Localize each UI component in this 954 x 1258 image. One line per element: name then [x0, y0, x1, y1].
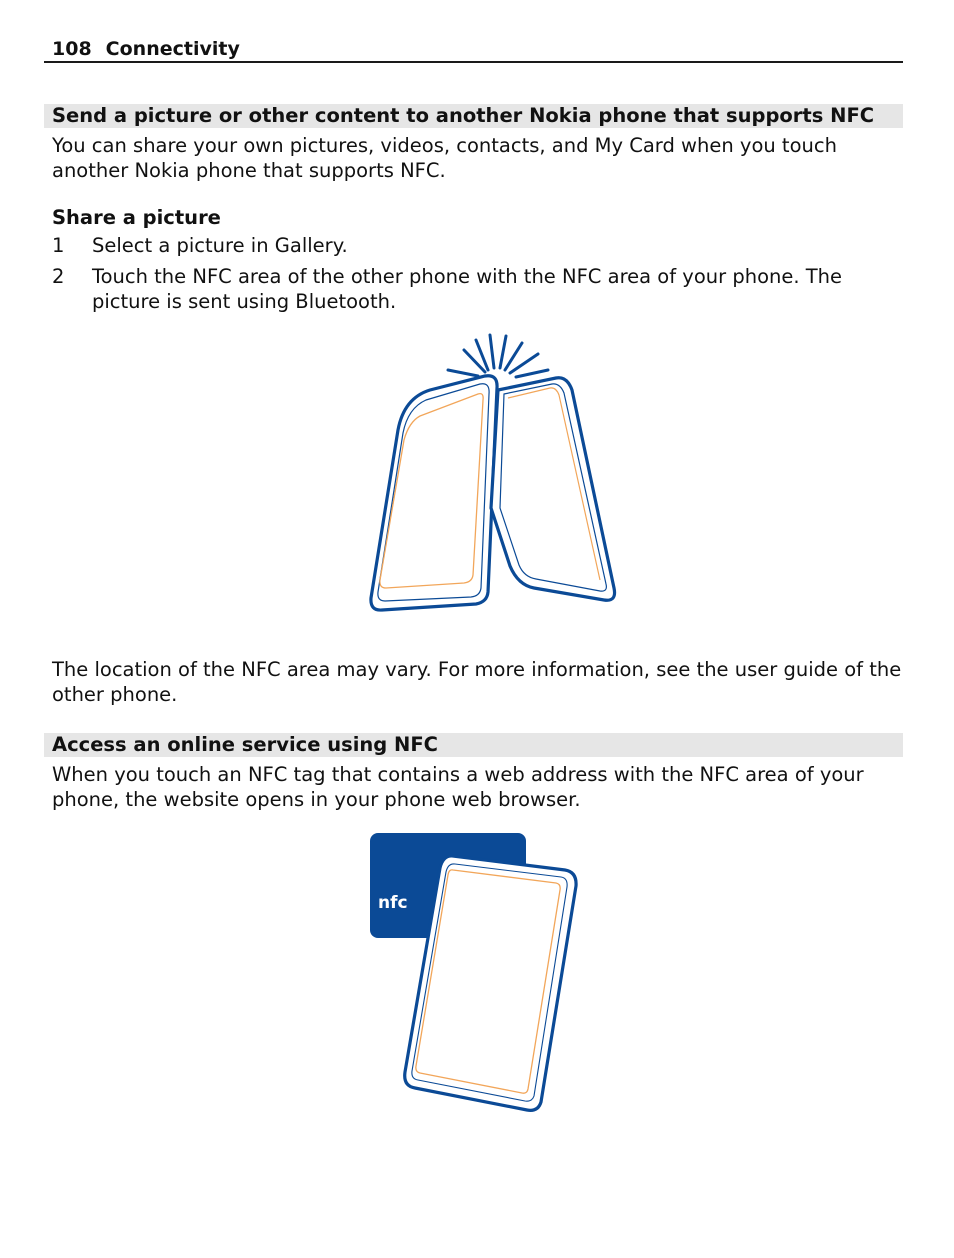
step-item [52, 233, 902, 258]
section-heading-online-service: Access an online service using NFC [44, 733, 903, 757]
step-text: Select a picture in Gallery. [92, 234, 348, 257]
phone-over-tag-illustration [395, 850, 585, 1115]
signal-line [500, 336, 506, 368]
step-number: 2 [52, 265, 65, 288]
intro-paragraph: You can share your own pictures, videos, contacts, and My Card when you touch another Nokia phone that supports NFC. [52, 134, 837, 182]
phones-touching-illustration [360, 330, 630, 620]
nfc-tag-label: nfc [378, 893, 408, 913]
step-number: 1 [52, 234, 65, 257]
signal-line [448, 370, 478, 376]
nfc-location-note: The location of the NFC area may vary. For more information, see the user guide of the other phone. [52, 658, 902, 706]
page-number: 108 [52, 38, 92, 60]
subheading-share-picture: Share a picture [52, 206, 221, 229]
step-item [52, 264, 902, 314]
online-service-paragraph: When you touch an NFC tag that contains a web address with the NFC area of your phone, the website opens in your phone web browser. [52, 763, 864, 811]
signal-line [490, 335, 494, 368]
chapter-title: Connectivity [105, 38, 240, 60]
right-phone-icon [491, 378, 615, 601]
page-header [44, 34, 903, 63]
section-heading-send-picture: Send a picture or other content to another Nokia phone that supports NFC [44, 104, 903, 128]
phone-icon [405, 856, 576, 1110]
left-phone-icon [371, 376, 497, 610]
step-text: Touch the NFC area of the other phone with the NFC area of your phone. The picture is sent using Bluetooth. [92, 265, 843, 313]
signal-line [516, 370, 548, 377]
